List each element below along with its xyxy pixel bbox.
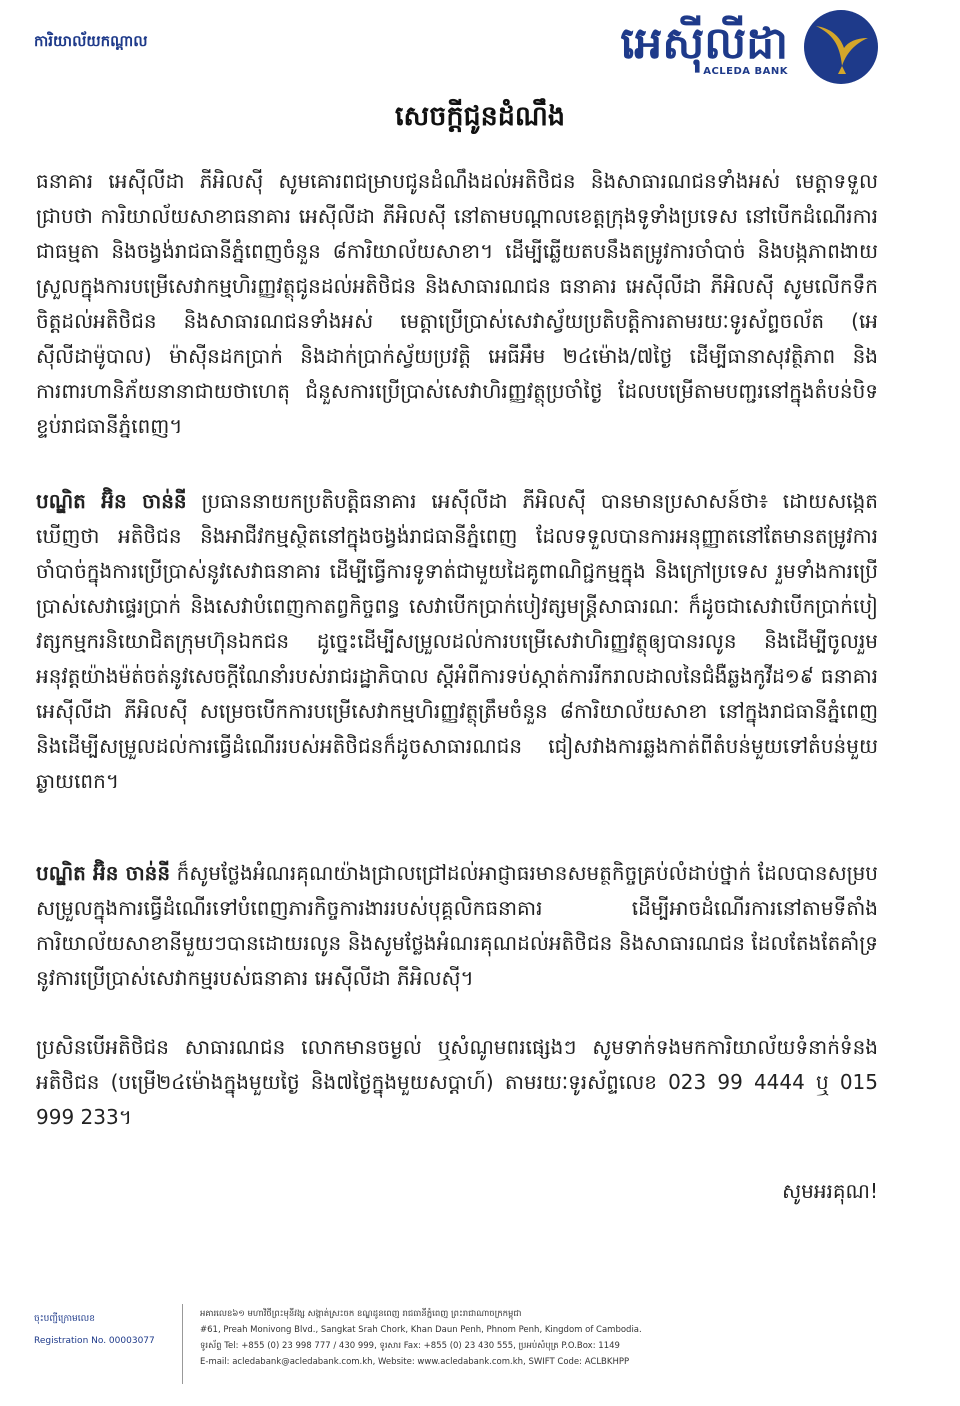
phone-line: ទូរស័ព្ទ Tel: +855 (0) 23 998 777 / 430 999, ទូរសារ Fax: +855 (0) 23 430 555, ប្រអប់សំបុត្រ P.O.Box: 1149 <box>200 1341 620 1351</box>
acleda-logo <box>620 8 880 86</box>
logo-text <box>620 18 788 77</box>
signoff: សូមអរគុណ! <box>782 1179 878 1203</box>
contact-block <box>200 1306 890 1370</box>
registration-number: Registration No. 00003077 <box>34 1336 155 1346</box>
address-en: #61, Preah Monivong Blvd., Sangkat Srah Chork, Khan Daun Penh, Phnom Penh, Kingdom of Cambodia. <box>200 1325 642 1335</box>
ceo-name: បណ្ឌិត អ៊ិន ចាន់នី <box>36 489 187 513</box>
email-line: E-mail: acledabank@acledabank.com.kh, Website: www.acledabank.com.kh, SWIFT Code: ACLBKHPP <box>200 1357 630 1367</box>
logo-khmer-name: អេស៊ីលីដា <box>620 17 788 69</box>
footer <box>34 1300 894 1390</box>
paragraph-3-text: ក៏សូមថ្លែងអំណរគុណយ៉ាងជ្រាលជ្រៅដល់អាជ្ញាធរមានសមត្ថកិច្ចគ្រប់លំដាប់ថ្នាក់ ដែលបានសម្របសម្រួលក្នុងការធ្វើដំណើរទៅបំពេញភារកិច្ចការងាររបស់បុគ្គលិកធនាគារ ដើម្បីអាចដំណើរការនៅតាមទីតាំងការិយាល័យសាខានីមួយៗបានដោយរលូន និងសូមថ្លែងអំណរគុណដល់អតិថិជន និងសាធារណជន ដែលតែងតែគាំទ្រនូវការប្រើប្រាស់សេវាកម្មរបស់ធនាគារ អេស៊ីលីដា ភីអិលស៊ី។ <box>36 861 878 990</box>
address-kh: អគារលេខ៦១ មហាវិថីព្រះមុនីវង្ស សង្កាត់ស្រះចក ខណ្ឌដូនពេញ រាជធានីភ្នំពេញ ព្រះរាជាណាចក្រកម្ពុជា <box>200 1309 522 1319</box>
notice-title: សេចក្តីជូនដំណឹង <box>394 101 566 132</box>
paragraph-2 <box>36 484 878 799</box>
dove-emblem-icon <box>802 8 880 86</box>
office-label: ការិយាល័យកណ្តាល <box>34 32 148 50</box>
logo-english-name: ACLEDA BANK <box>703 65 788 77</box>
paragraph-3 <box>36 856 878 996</box>
paragraph-1: ធនាគារ អេស៊ីលីដា ភីអិលស៊ី សូមគោរពជម្រាបជូនដំណឹងដល់អតិថិជន និងសាធារណជនទាំងអស់ មេត្តាទទួលជ្រាបថា ការិយាល័យសាខាធនាគារ អេស៊ីលីដា ភីអិលស៊ី នៅតាមបណ្តាលខេត្តក្រុងទូទាំងប្រទេស នៅបើកដំណើរការជាធម្មតា និងចង្វង់រាជធានីភ្នំពេញចំនួន ៨ការិយាល័យសាខា។ ដើម្បីឆ្លើយតបនឹងតម្រូវការចាំបាច់ និងបង្កភាពងាយស្រួលក្នុងការបម្រើសេវាកម្មហិរញ្ញវត្ថុជូនដល់អតិថិជន និងសាធារណជន ធនាគារ អេស៊ីលីដា ភីអិលស៊ី សូមលើកទឹកចិត្តដល់អតិថិជន និងសាធារណជនទាំងអស់ មេត្តាប្រើប្រាស់សេវាស្វ័យប្រតិបត្តិការតាមរយៈទូរស័ព្ទចល័ត (អេស៊ីលីដាម៉ូបាល) ម៉ាស៊ីនដកប្រាក់ និងដាក់ប្រាក់ស្វ័យប្រវត្តិ អេធីអឹម ២៤ម៉ោង/៧ថ្ងៃ ដើម្បីធានាសុវត្ថិភាព និងការពារហានិភ័យនានាជាយថាហេតុ ជំនួសការប្រើប្រាស់សេវាហិរញ្ញវត្ថុប្រចាំថ្ងៃ ដែលបម្រើតាមបញ្ជរនៅក្នុងតំបន់បិទខ្ទប់រាជធានីភ្នំពេញ។ <box>36 169 878 438</box>
registration-label-kh: ចុះបញ្ជីក្រោមលេខ <box>34 1314 95 1324</box>
ceo-name: បណ្ឌិត អ៊ិន ចាន់នី <box>36 861 171 885</box>
footer-divider <box>182 1304 183 1384</box>
registration-block <box>34 1308 169 1352</box>
paragraph-4: ប្រសិនបើអតិថិជន សាធារណជន លោកមានចម្ងល់ ឬសំណូមពរផ្សេងៗ សូមទាក់ទងមកការិយាល័យទំនាក់ទំនងអតិថិជន (បម្រើ២៤ម៉ោងក្នុងមួយថ្ងៃ និង៧ថ្ងៃក្នុងមួយសប្តាហ៍) តាមរយៈទូរស័ព្ទលេខ 023 99 4444 ឬ 015 999 233។ <box>36 1035 878 1129</box>
paragraph-2-text: ប្រធាននាយកប្រតិបត្តិធនាគារ អេស៊ីលីដា ភីអិលស៊ី បានមានប្រសាសន៍ថា៖ ដោយសង្កេតឃើញថា អតិថិជន និងអាជីវកម្មស្ថិតនៅក្នុងចង្វង់រាជធានីភ្នំពេញ ដែលទទួលបានការអនុញ្ញាតនៅតែមានតម្រូវការចាំបាច់ក្នុងការប្រើប្រាស់នូវសេវាធនាគារ ដើម្បីធ្វើការទូទាត់ជាមួយដៃគូពាណិជ្ជកម្មក្នុង និងក្រៅប្រទេស រួមទាំងការប្រើប្រាស់សេវាផ្ទេរប្រាក់ និងសេវាបំពេញកាតព្វកិច្ចពន្ធ សេវាបើកប្រាក់បៀវត្សមន្ត្រីសាធារណៈ ក៏ដូចជាសេវាបើកប្រាក់បៀវត្សកម្មករនិយោជិតក្រុមហ៊ុនឯកជន ដូច្នេះដើម្បីសម្រួលដល់ការបម្រើសេវាហិរញ្ញវត្ថុឲ្យបានរលូន និងដើម្បីចូលរួមអនុវត្តយ៉ាងម៉ត់ចត់នូវសេចក្តីណែនាំរបស់រាជរដ្ឋាភិបាល ស្តីអំពីការទប់ស្កាត់ការរីករាលដាលនៃជំងឺឆ្លងកូវីដ១៩ ធនាគារ អេស៊ីលីដា ភីអិលស៊ី សម្រេចបើកការបម្រើសេវាកម្មហិរញ្ញវត្ថុត្រឹមចំនួន ៨ការិយាល័យសាខា នៅក្នុងរាជធានីភ្នំពេញ និងដើម្បីសម្រួលដល់ការធ្វើដំណើររបស់អតិថិជនក៏ដូចសាធារណជន ជៀសវាងការឆ្លងកាត់ពីតំបន់មួយទៅតំបន់មួយឆ្ងាយពេក។ <box>36 489 879 793</box>
